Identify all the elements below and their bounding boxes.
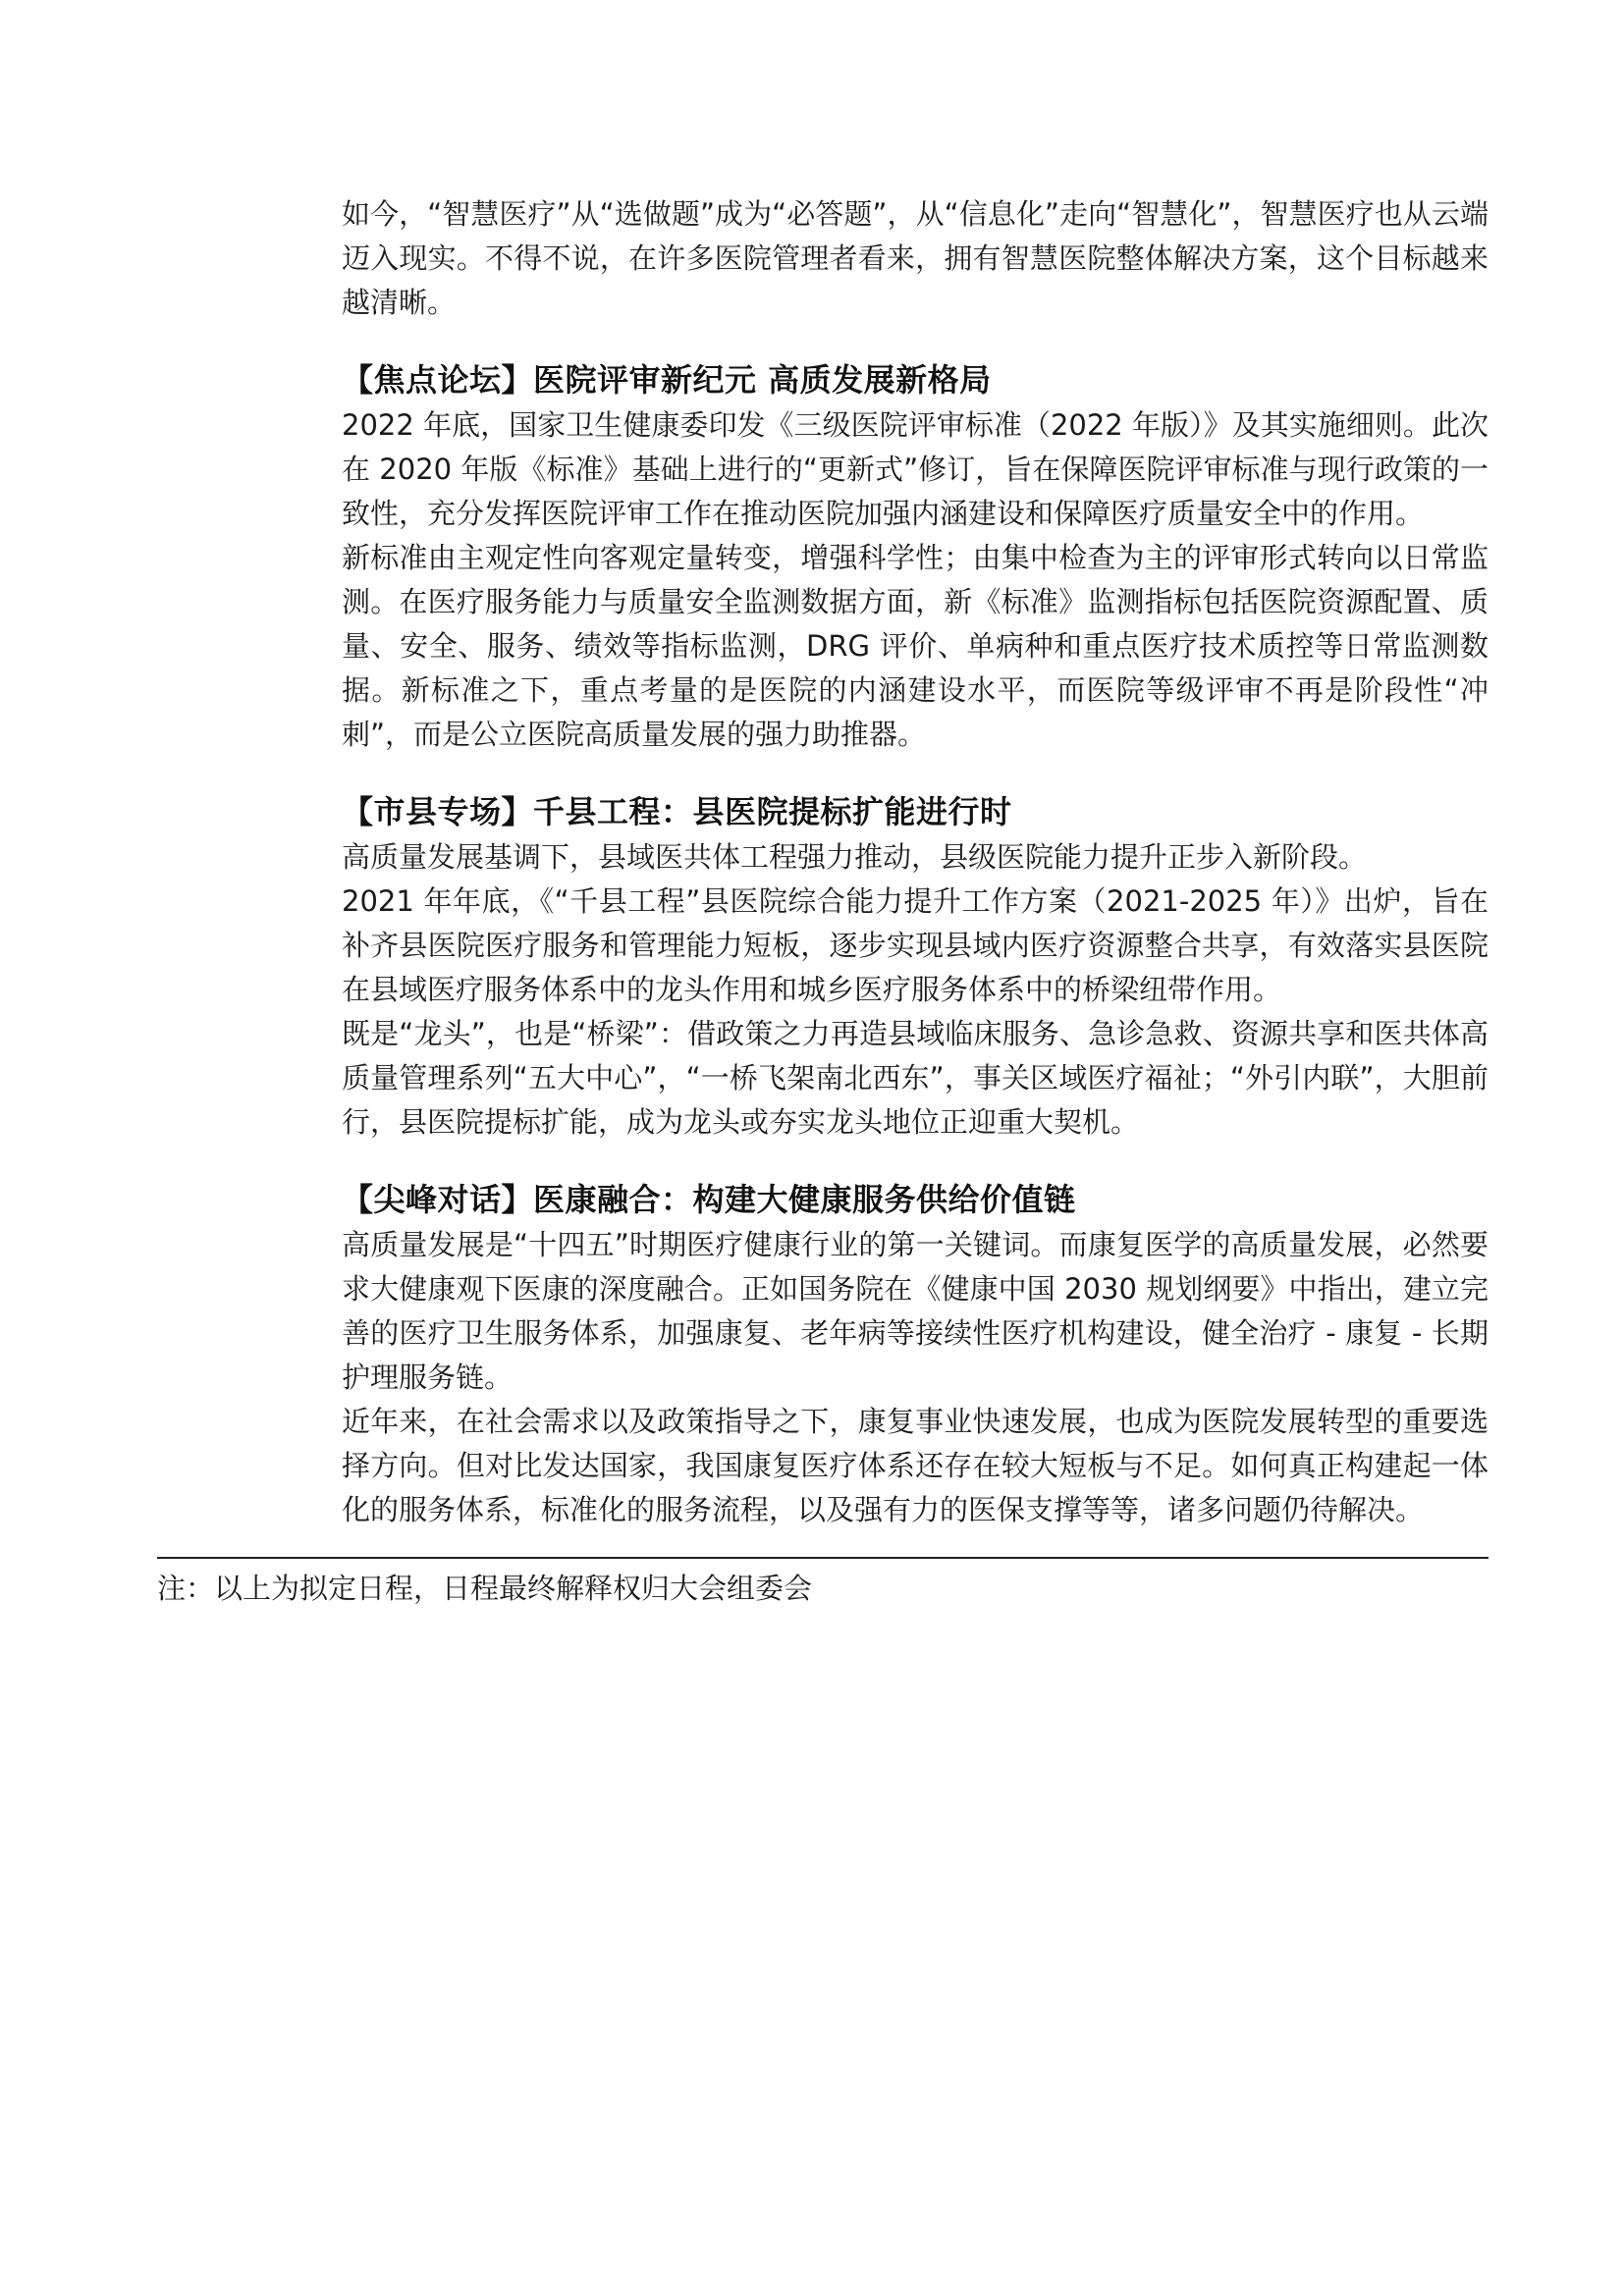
section-county-session [342, 788, 1489, 1145]
section-summit-dialogue [342, 1176, 1489, 1532]
section-paragraph: 高质量发展是“十四五”时期医疗健康行业的第一关键词。而康复医学的高质量发展，必然要求大健康观下医康的深度融合。正如国务院在《健康中国 2030 规划纲要》中指出，建立完善的医疗卫生服务体系，加强康复、老年病等接续性医疗机构建设，健全治疗 - 康复 - 长期护理服务链。 [342, 1228, 1489, 1394]
section-paragraph: 既是“龙头”，也是“桥梁”：借政策之力再造县域临床服务、急诊急救、资源共享和医共体高质量管理系列“五大中心”，“一桥飞架南北西东”，事关区域医疗福祉；“外引内联”，大胆前行，县医院提标扩能，成为龙头或夯实龙头地位正迎重大契机。 [342, 1017, 1489, 1139]
section-paragraph: 新标准由主观定性向客观定量转变，增强科学性；由集中检查为主的评审形式转向以日常监测。在医疗服务能力与质量安全监测数据方面，新《标准》监测指标包括医院资源配置、质量、安全、服务、绩效等指标监测，DRG 评价、单病种和重点医疗技术质控等日常监测数据。新标准之下，重点考量的是医院的内涵建设水平，而医院等级评审不再是阶段性“冲刺”，而是公立医院高质量发展的强力助推器。 [342, 541, 1489, 751]
section-paragraph: 2021 年年底，《“千县工程”县医院综合能力提升工作方案（2021-2025 年）》出炉，旨在补齐县医院医疗服务和管理能力短板，逐步实现县域内医疗资源整合共享，有效落实县医院在县域医疗服务体系中的龙头作用和城乡医疗服务体系中的桥梁纽带作用。 [342, 884, 1489, 1006]
footer-note: 注：以上为拟定日程，日程最终解释权归大会组委会 [157, 1572, 813, 1605]
section-focus-forum [342, 356, 1489, 757]
section-paragraph: 近年来，在社会需求以及政策指导之下，康复事业快速发展，也成为医院发展转型的重要选择方向。但对比发达国家，我国康复医疗体系还存在较大短板与不足。如何真正构建起一体化的服务体系，标准化的服务流程，以及强有力的医保支撑等等，诸多问题仍待解决。 [342, 1405, 1489, 1526]
footer-divider [157, 1557, 1489, 1559]
section-title: 【焦点论坛】医院评审新纪元 高质发展新格局 [342, 361, 992, 399]
section-paragraph: 2022 年底，国家卫生健康委印发《三级医院评审标准（2022 年版）》及其实施细则。此次在 2020 年版《标准》基础上进行的“更新式”修订，旨在保障医院评审标准与现行政策的一致性，充分发挥医院评审工作在推动医院加强内涵建设和保障医疗质量安全中的作用。 [342, 408, 1489, 530]
intro-paragraph: 如今，“智慧医疗”从“选做题”成为“必答题”，从“信息化”走向“智慧化”，智慧医疗也从云端迈入现实。不得不说，在许多医院管理者看来，拥有智慧医院整体解决方案，这个目标越来越清晰。 [342, 197, 1489, 319]
main-content [342, 192, 1489, 1532]
section-title: 【市县专场】千县工程：县医院提标扩能进行时 [342, 793, 1012, 830]
section-paragraph: 高质量发展基调下，县域医共体工程强力推动，县级医院能力提升正步入新阶段。 [342, 840, 1368, 874]
section-title: 【尖峰对话】医康融合：构建大健康服务供给价值链 [342, 1181, 1076, 1218]
